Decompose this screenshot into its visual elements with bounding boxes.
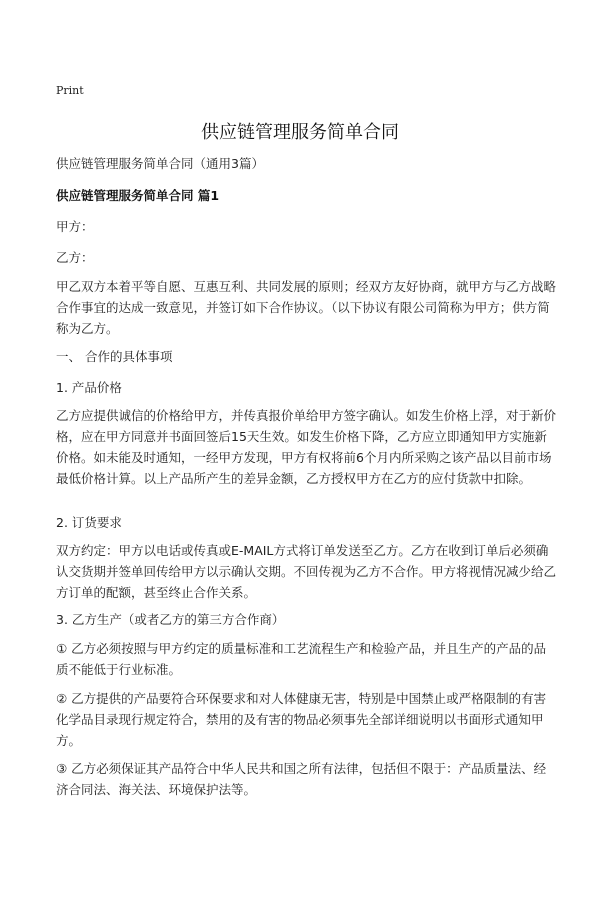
- print-link[interactable]: Print: [56, 84, 84, 97]
- document-subtitle: 供应链管理服务简单合同（通用3篇）: [56, 156, 264, 171]
- item-production-clause-3: ③ 乙方必须保证其产品符合中华人民共和国之所有法律，包括但不限于：产品质量法、经济合同法、海关法、环境保护法等。: [56, 761, 547, 797]
- party-a-label: 甲方：: [56, 219, 94, 234]
- item-price-body: 乙方应提供诚信的价格给甲方，并传真报价单给甲方签字确认。如发生价格上浮，对于新价格，应在甲方同意并书面回签后15天生效。如发生价格下降，乙方应立即通知甲方实施新价格。如未能及时通知，一经甲方发现，甲方有权将前6个月内所采购之该产品以目前市场最低价格计算。以上产品所产生的差异金额，乙方授权甲方在乙方的应付货款中扣除。: [56, 408, 557, 486]
- section-title: 供应链管理服务简单合同 篇1: [56, 188, 220, 203]
- heading-cooperation-items: 一、 合作的具体事项: [56, 349, 173, 364]
- item-production-clause-2: ② 乙方提供的产品要符合环保要求和对人体健康无害，特别是中国禁止或严格限制的有害化学品目录现行规定符合，禁用的及有害的物品必须事先全部详细说明以书面形式通知甲方。: [56, 691, 547, 748]
- item-production-clause-1: ① 乙方必须按照与甲方约定的质量标准和工艺流程生产和检验产品，并且生产的产品的品质不能低于行业标准。: [56, 641, 547, 677]
- document-title: 供应链管理服务简单合同: [201, 122, 399, 143]
- item-order-body: 双方约定：甲方以电话或传真或E-MAIL方式将订单发送至乙方。乙方在收到订单后必须确认交货期并签单回传给甲方以示确认交期。不回传视为乙方不合作。甲方将视情况减少给乙方订单的配额，甚至终止合作关系。: [56, 543, 557, 600]
- intro-paragraph: 甲乙双方本着平等自愿、互惠互利、共同发展的原则；经双方友好协商，就甲方与乙方战略合作事宜的达成一致意见，并签订如下合作协议。（以下协议有限公司简称为甲方；供方简称为乙方。: [56, 279, 557, 336]
- party-b-label: 乙方：: [56, 250, 94, 265]
- item-order-title: 2. 订货要求: [56, 515, 122, 530]
- item-production-title: 3. 乙方生产（或者乙方的第三方合作商）: [56, 612, 285, 627]
- item-price-title: 1. 产品价格: [56, 380, 122, 395]
